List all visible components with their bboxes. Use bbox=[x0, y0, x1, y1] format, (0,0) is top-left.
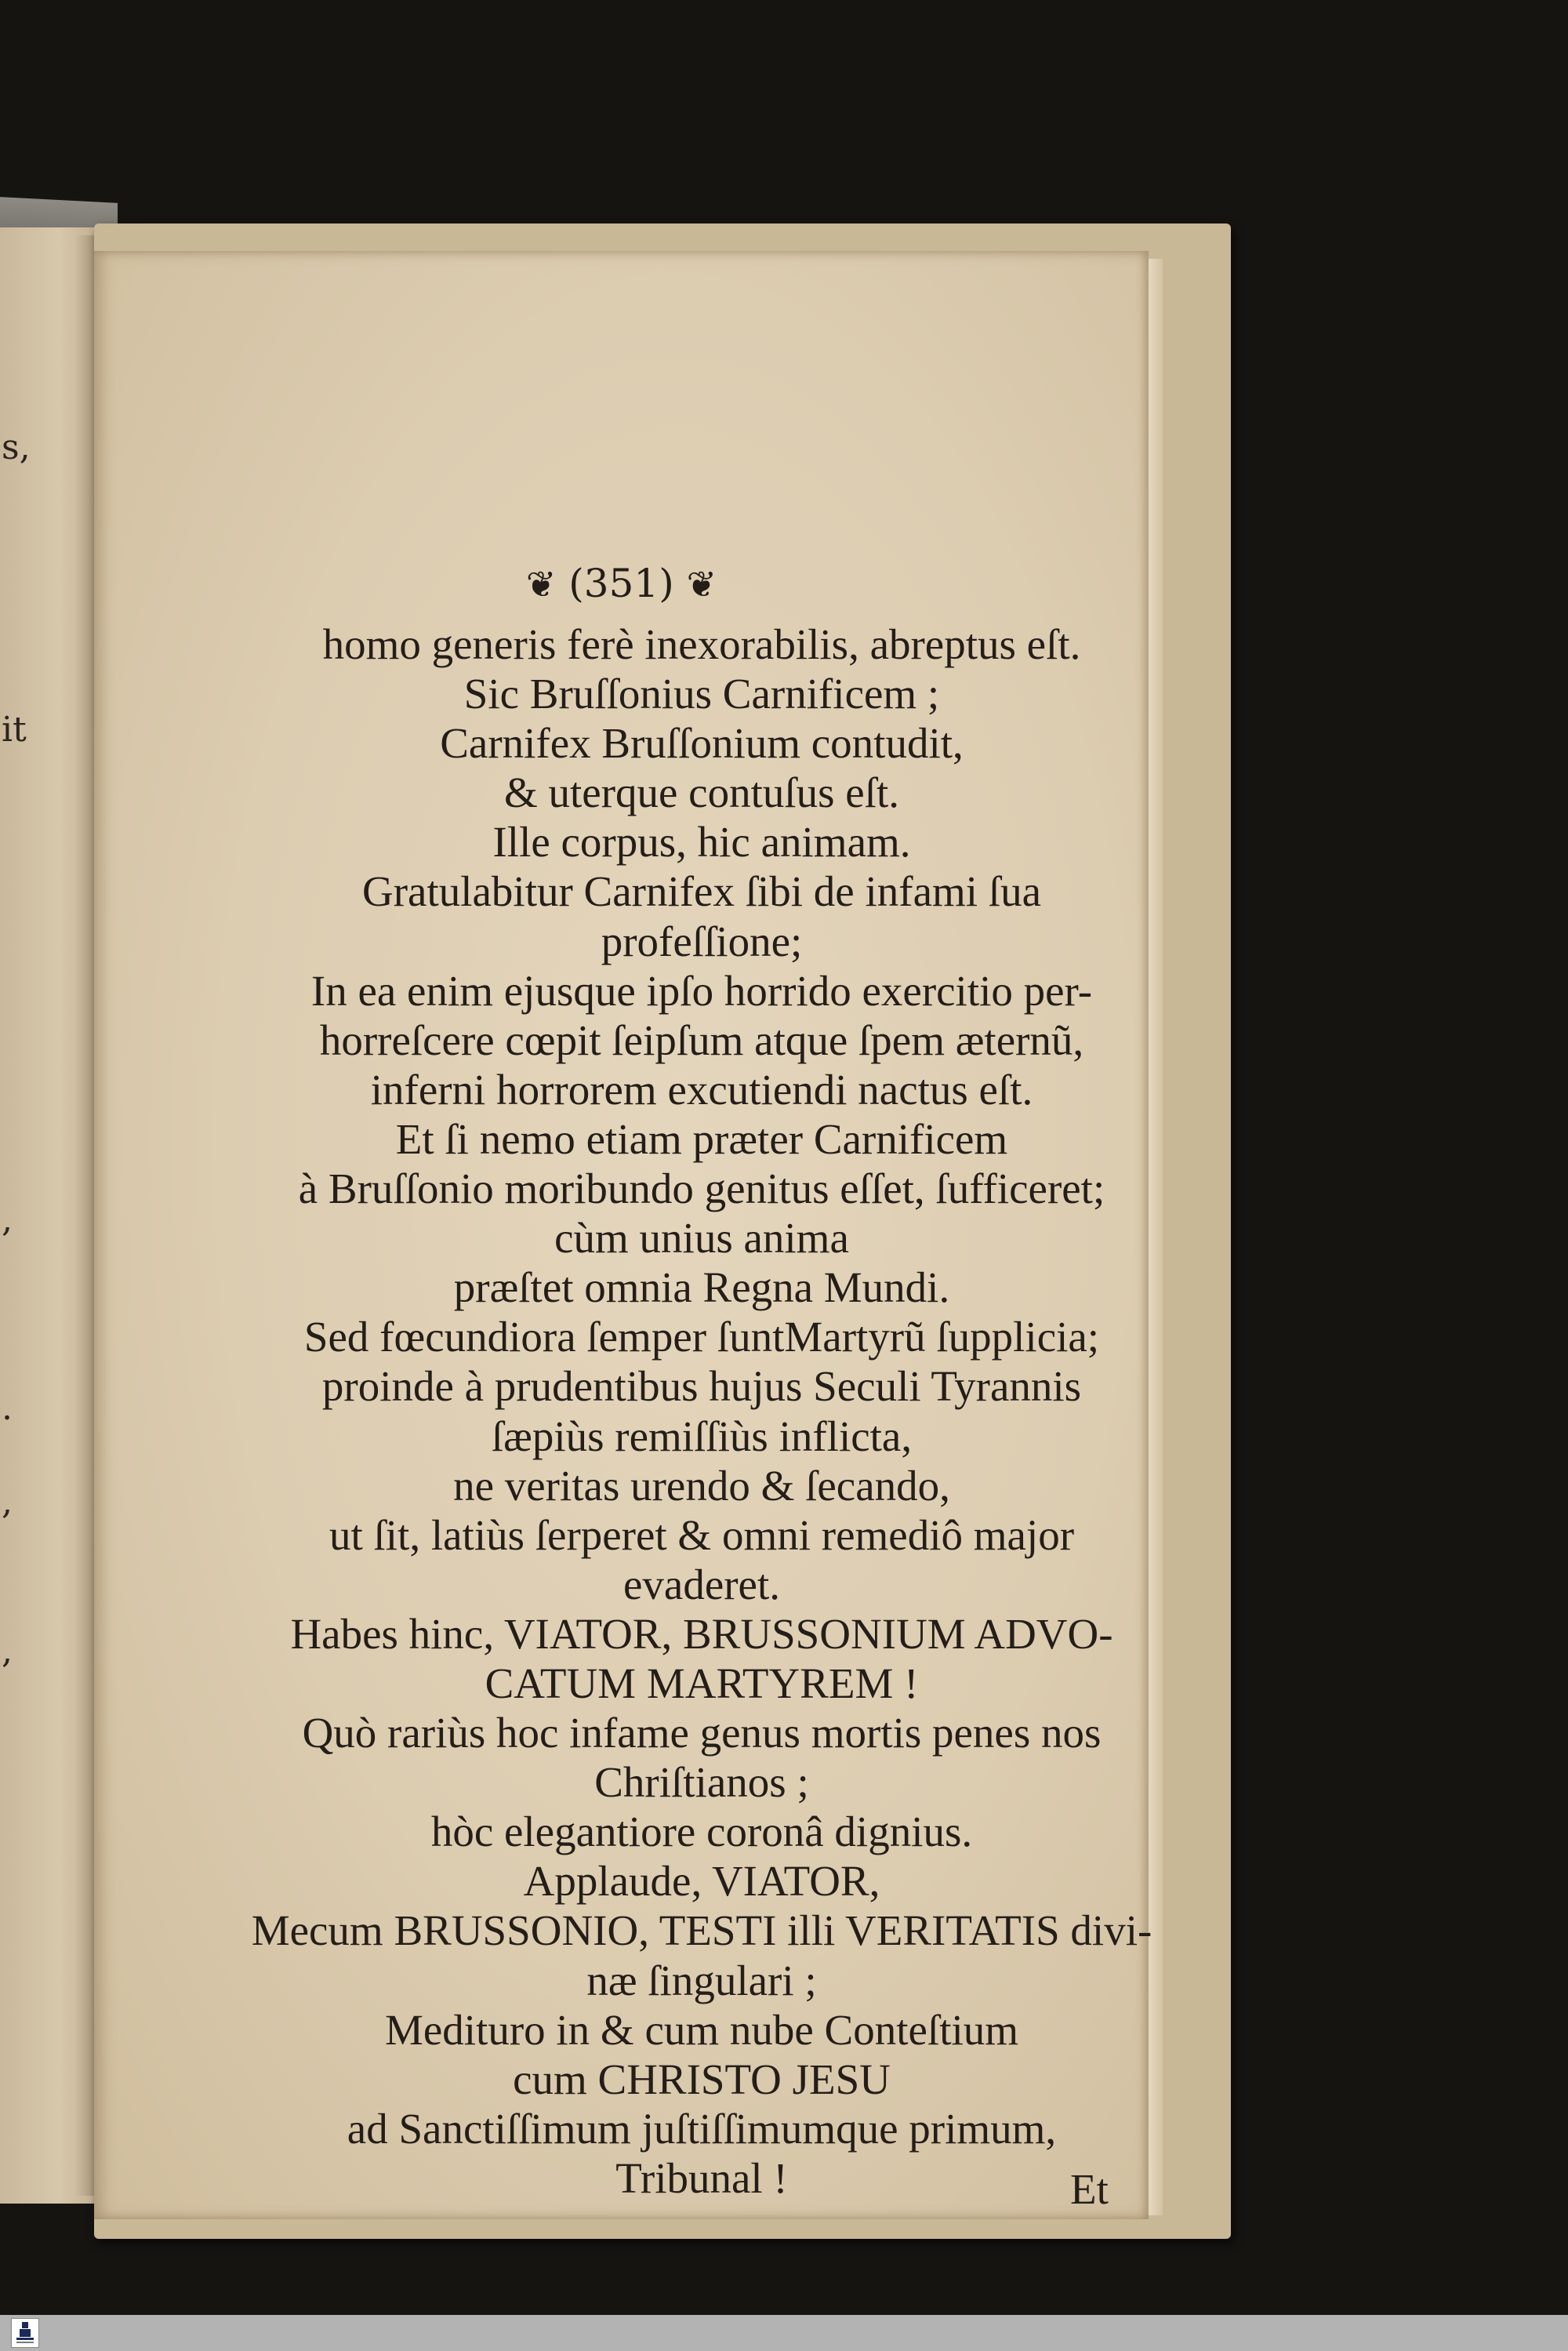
text-line: ſæpiùs remiſſiùs inflicta, bbox=[491, 1412, 913, 1460]
header-ornament-left: ❦ bbox=[525, 563, 557, 605]
text-line: proinde à prudentibus hujus Seculi Tyrannis bbox=[321, 1362, 1082, 1411]
page-header bbox=[94, 561, 1149, 606]
text-line: næ ſingulari ; bbox=[586, 1956, 817, 2004]
text-line: hòc elegantiore coronâ dignius. bbox=[430, 1808, 973, 1856]
page-number: (351) bbox=[568, 561, 674, 606]
text-line: evaderet. bbox=[623, 1560, 780, 1608]
text-line: Quò rariùs hoc infame genus mortis penes nos bbox=[302, 1709, 1102, 1757]
left-margin-mark: it bbox=[2, 710, 27, 750]
text-line: profeſſione; bbox=[601, 917, 803, 965]
left-margin-mark: . bbox=[2, 1388, 13, 1428]
text-line: cùm unius anima bbox=[554, 1214, 849, 1263]
text-line: ut ſit, latiùs ſerperet & omni remediô major bbox=[328, 1510, 1075, 1559]
text-line: Medituro in & cum nube Conteſtium bbox=[384, 2005, 1019, 2054]
text-line: cum CHRISTO JESU bbox=[513, 2055, 891, 2103]
left-margin-mark: , bbox=[2, 1631, 13, 1671]
left-margin-mark: , bbox=[2, 1482, 13, 1522]
text-line: Mecum BRUSSONIO, TESTI illi VERITATIS divi- bbox=[251, 1906, 1152, 1955]
text-line: inferni horrorem excutiendi nactus eſt. bbox=[370, 1065, 1033, 1114]
text-line: Applaude, VIATOR, bbox=[523, 1857, 880, 1906]
catchword: Et bbox=[1070, 2165, 1109, 2213]
text-line: In ea enim ejusque ipſo horrido exercitio per- bbox=[310, 966, 1093, 1015]
text-line: homo generis ferè inexorabilis, abreptus eſt. bbox=[322, 620, 1081, 668]
text-line: ne veritas urendo & ſecando, bbox=[453, 1461, 950, 1510]
viewer-footer-bar bbox=[0, 2315, 1568, 2351]
text-line: Sic Bruſſonius Carnificem ; bbox=[463, 670, 940, 718]
header-ornament-right: ❦ bbox=[686, 563, 717, 605]
book-page bbox=[94, 251, 1152, 2219]
text-line: ad Sanctiſſimum juſtiſſimumque primum, bbox=[347, 2104, 1057, 2153]
library-logo-icon[interactable] bbox=[11, 2318, 39, 2348]
text-line: Ille corpus, hic animam. bbox=[492, 818, 911, 867]
text-line: à Bruſſonio moribundo genitus eſſet, ſufficeret; bbox=[298, 1165, 1105, 1213]
text-line: CATUM MARTYREM ! bbox=[485, 1659, 919, 1707]
text-line: Gratulabitur Carnifex ſibi de infami ſua bbox=[362, 867, 1041, 916]
text-line: præſtet omnia Regna Mundi. bbox=[453, 1263, 950, 1312]
text-line: horreſcere cœpit ſeipſum atque ſpem æternũ, bbox=[319, 1016, 1084, 1064]
left-margin-mark: , bbox=[2, 1200, 13, 1240]
text-line: Habes hinc, VIATOR, BRUSSONIUM ADVO- bbox=[290, 1609, 1113, 1658]
page-text-block bbox=[251, 620, 1152, 2203]
text-line: Sed fœcundiora ſemper ſuntMartyrũ ſupplicia; bbox=[303, 1313, 1100, 1361]
text-line: Et ſi nemo etiam præter Carnificem bbox=[395, 1114, 1008, 1163]
text-line: Chriſtianos ; bbox=[594, 1758, 809, 1807]
left-margin-mark: s, bbox=[2, 427, 31, 467]
text-line: & uterque contuſus eſt. bbox=[503, 769, 900, 817]
text-line: Carnifex Bruſſonium contudit, bbox=[440, 719, 964, 768]
text-line: Tribunal ! bbox=[615, 2153, 788, 2202]
